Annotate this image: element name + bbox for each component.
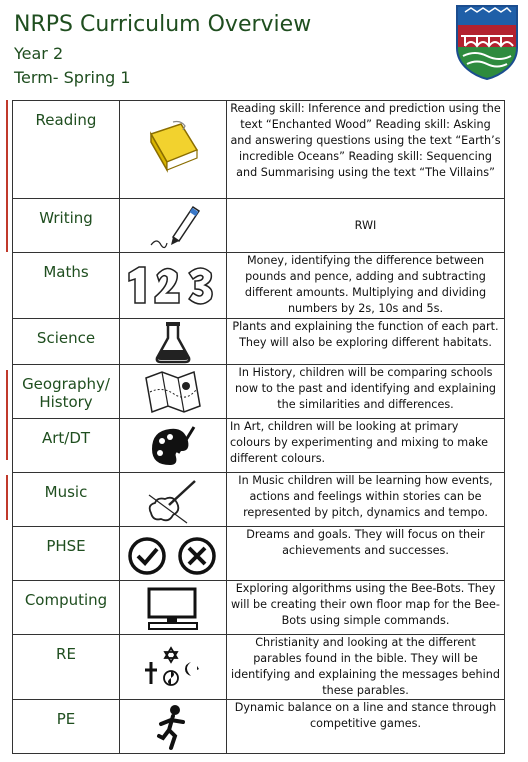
description: Reading skill: Inference and prediction using the text “Enchanted Wood” Reading skill: Asking and answering questions using the text “Earth’s incredible Oceans” Reading skill: Sequencing and Summarising using the text “The Villains” [227,101,505,199]
table-row [13,473,505,527]
margin-line [6,475,8,520]
description: Exploring algorithms using the Bee-Bots. They will be creating their own floor map for the Bee-Bots using simple commands. [227,581,505,635]
description: Money, identifying the difference between pounds and pence, adding and subtracting different amounts. Multiplying and dividing numbers by 2s, 10s and 5s. [227,253,505,319]
subject-label: Music [13,473,120,527]
subject-label: PE [13,700,120,754]
description: In Music children will be learning how events, actions and feelings within stories can be represented by pitch, dynamics and tempo. [227,473,505,527]
pencil-icon [120,199,227,253]
subject-label: RE [13,635,120,700]
margin-line [6,100,8,252]
margin-line [6,370,8,460]
table-row [13,199,505,253]
subject-label: PHSE [13,527,120,581]
description: In History, children will be comparing schools now to the past and identifying and explaining the similarities and differences. [227,365,505,419]
computer-icon [120,581,227,635]
description: Dynamic balance on a line and stance through competitive games. [227,700,505,754]
curriculum-table [12,100,505,754]
table-row [13,635,505,700]
subject-label: Reading [13,101,120,199]
subject-label: Art/DT [13,419,120,473]
subject-label: Writing [13,199,120,253]
table-row [13,253,505,319]
table-row [13,319,505,365]
map-icon [120,365,227,419]
table-row [13,101,505,199]
page-title: NRPS Curriculum Overview [14,12,312,37]
description: Plants and explaining the function of each part. They will also be exploring different habitats. [227,319,505,365]
flask-icon [120,319,227,365]
description: In Art, children will be looking at primary colours by experimenting and mixing to make different colours. [227,419,505,473]
religion-symbols-icon [120,635,227,700]
book-icon [120,101,227,199]
subject-label: Computing [13,581,120,635]
violin-icon [120,473,227,527]
description: RWI [227,199,505,253]
numbers-123-icon [120,253,227,319]
table-row [13,419,505,473]
term-label: Term- Spring 1 [14,68,131,87]
description: Dreams and goals. They will focus on their achievements and successes. [227,527,505,581]
subject-label: Maths [13,253,120,319]
subject-label: Geography/ History [13,365,120,419]
description: Christianity and looking at the different parables found in the bible. They will be identifying and explaining the messages behind these parables. [227,635,505,700]
tick-cross-icon [120,527,227,581]
table-row [13,700,505,754]
palette-icon [120,419,227,473]
table-row [13,365,505,419]
table-row [13,581,505,635]
year-label: Year 2 [14,44,64,63]
table-row [13,527,505,581]
subject-label: Science [13,319,120,365]
school-crest-logo [455,4,519,80]
runner-icon [120,700,227,754]
